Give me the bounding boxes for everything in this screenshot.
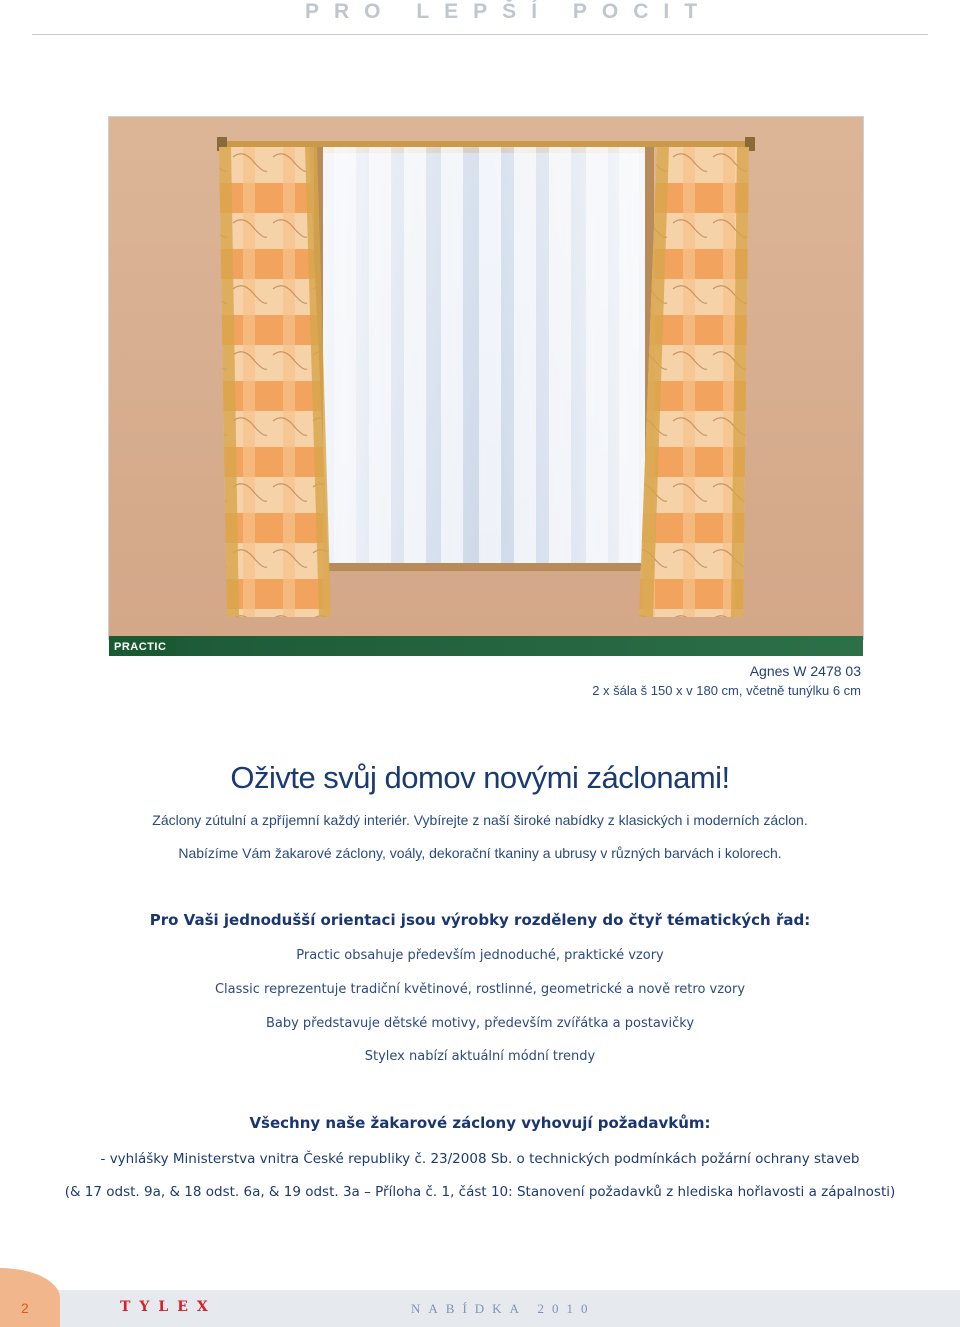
requirements-line-2: (& 17 odst. 9a, & 18 odst. 6a, & 19 odst. 3a – Příloha č. 1, část 10: Stanovení požadavků z hlediska hořlavosti a zápalnosti) <box>64 1184 896 1200</box>
intro-paragraph-1: Záclony zútulní a zpříjemní každý interiér. Vybírejte z naší široké nabídky z klasických i moderních záclon. <box>152 812 808 828</box>
series-item-baby: Baby představuje dětské motivy, především zvířátka a postavičky <box>265 1016 695 1031</box>
main-headline: Oživte svůj domov novými záclonami! <box>230 760 730 795</box>
brand-logo: TYLEX <box>120 1299 217 1315</box>
series-heading: Pro Vaši jednodušší orientaci jsou výrobky rozděleny do čtyř tématických řad: <box>149 911 811 929</box>
product-code: Agnes W 2478 03 <box>749 663 861 679</box>
product-series-band <box>109 636 863 656</box>
page-header-title: PRO LEPŠÍ POCIT <box>305 0 713 23</box>
requirements-line-1: - vyhlášky Ministerstva vnitra České republiky č. 23/2008 Sb. o technických podmínkách požární ochrany staveb <box>100 1151 860 1167</box>
page-number: 2 <box>21 1300 29 1316</box>
series-item-classic: Classic reprezentuje tradiční květinové, rostlinné, geometrické a nově retro vzory <box>214 982 746 997</box>
series-item-practic: Practic obsahuje především jednoduché, praktické vzory <box>296 948 664 963</box>
offer-label: NABÍDKA 2010 <box>411 1301 596 1316</box>
curtain-illustration <box>109 117 863 639</box>
intro-paragraph-2: Nabízíme Vám žakarové záclony, voály, dekorační tkaniny a ubrusy v různých barvách i kolorech. <box>178 845 782 861</box>
requirements-heading: Všechny naše žakarové záclony vyhovují požadavkům: <box>249 1114 711 1132</box>
series-item-stylex: Stylex nabízí aktuální módní trendy <box>364 1049 596 1064</box>
product-details: 2 x šála š 150 x v 180 cm, včetně tunýlku 6 cm <box>592 683 861 698</box>
product-photo <box>109 117 863 639</box>
header-divider <box>32 34 928 35</box>
footer-corner-decoration <box>0 1268 60 1327</box>
series-badge: PRACTIC <box>109 636 176 656</box>
